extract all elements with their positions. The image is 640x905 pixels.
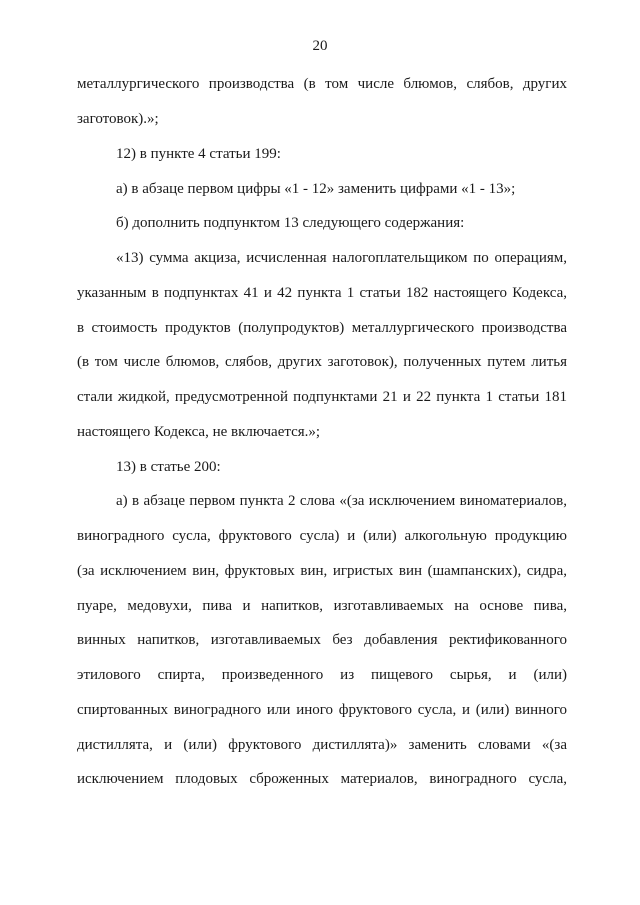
text-line: а) в абзаце первом пункта 2 слова «(за исключением виноматериалов,	[116, 493, 567, 509]
text-line: виноградного сусла, фруктового сусла) и (или) алкогольную продукцию	[77, 528, 567, 544]
text-line: винных напитков, изготавливаемых без добавления ректификованного	[77, 632, 567, 648]
text-line: а) в абзаце первом цифры «1 - 12» заменить цифрами «1 - 13»;	[116, 181, 516, 197]
text-line: «13) сумма акциза, исчисленная налогоплательщиком по операциям,	[116, 250, 567, 266]
text-line: 13) в статье 200:	[116, 459, 221, 475]
text-line: этилового спирта, произведенного из пищевого сырья, и (или)	[77, 667, 567, 683]
text-line: пуаре, медовухи, пива и напитков, изготавливаемых на основе пива,	[77, 598, 567, 614]
text-line: дистиллята, и (или) фруктового дистиллята)» заменить словами «(за	[77, 737, 567, 753]
text-line: металлургического производства (в том числе блюмов, слябов, других	[77, 76, 567, 92]
text-line: спиртованных виноградного или иного фруктового сусла, и (или) винного	[77, 702, 567, 718]
text-line: настоящего Кодекса, не включается.»;	[77, 424, 321, 440]
text-line: исключением плодовых сброженных материалов, виноградного сусла,	[77, 771, 567, 787]
text-line: стали жидкой, предусмотренной подпунктами 21 и 22 пункта 1 статьи 181	[77, 389, 567, 405]
text-line: (в том числе блюмов, слябов, других заготовок), полученных путем литья	[77, 354, 567, 370]
page-number: 20	[312, 38, 328, 54]
text-line: указанным в подпунктах 41 и 42 пункта 1 статьи 182 настоящего Кодекса,	[77, 285, 567, 301]
text-line: 12) в пункте 4 статьи 199:	[116, 146, 281, 162]
text-line: в стоимость продуктов (полупродуктов) металлургического производства	[77, 320, 567, 336]
text-line: б) дополнить подпунктом 13 следующего содержания:	[116, 215, 465, 231]
text-line: заготовок).»;	[77, 111, 159, 127]
text-line: (за исключением вин, фруктовых вин, игристых вин (шампанских), сидра,	[77, 563, 567, 579]
